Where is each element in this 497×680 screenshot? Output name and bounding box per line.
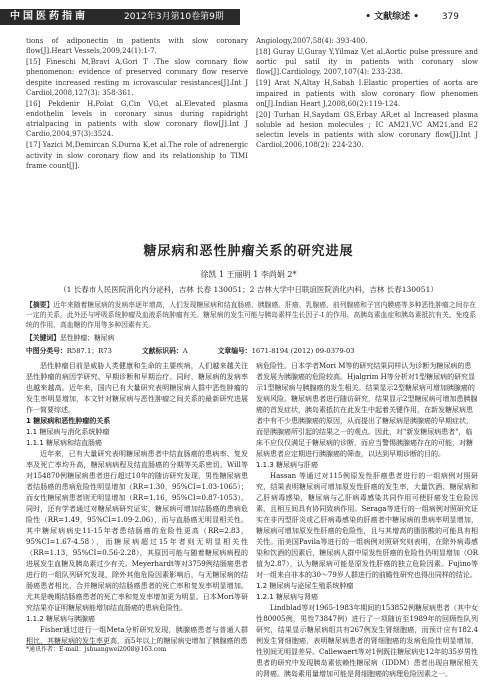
article-number: 文章编号：1671-8194 (2012) 09-0379-03: [217, 347, 355, 355]
section-heading: 1 糖尿病和恶性肿瘤的关系: [26, 417, 111, 425]
body-paragraph: Lindblad等对1965-1983年期间的153852例糖尿病患者（其中女性80005例，男性73847例）进行了一项随访至1989年的回顾性队列研究，结果显示糖尿病组共有267例发生肾细胞癌，而预计应有182.4例发生肾细胞癌，表明糖尿病患者的肾细胞癌的发病危险性明显增加，性别间无明显差异。Callewaert等对1例既往糖尿病史12年的35岁男性患者的研究中发现胰岛素依赖性糖尿病（IDDM）患者出现自糖尿相关的肾癌。胰岛素用量增加可能是肾细胞癌的病理危险因素之一。: [256, 604, 478, 678]
body-column-right: [256, 361, 478, 680]
article-title: 糖尿病和恶性肿瘤关系的研究进展: [143, 244, 354, 259]
subsection-heading: 1.2.1 糖尿病与肾癌: [256, 593, 319, 601]
body-paragraph: Fisher通过进行一组Meta分析研究发现，胰腺癌患者与普通人群相比，其糖尿病的发生率更高，而5年以上的糖尿病史增加了胰腺癌的患: [26, 626, 248, 645]
abstract-label: 【摘要】: [26, 301, 54, 309]
reference: tions of adiponectin in patients with slow coronary flow[J].Heart Vessels,2009,24(1):1-7.: [26, 37, 248, 56]
keywords-text: 恶性肿瘤；糖尿病: [59, 334, 115, 342]
keywords-label: 【关键词】: [26, 334, 60, 342]
references-left: [26, 36, 248, 172]
body-paragraph: 近年来，已有大量研究表明糖尿病患者中结直肠癌的患病率、复发率及死亡率均升高，糖尿病病程及结直肠癌的分期等关系密切。Will等对154870例糖尿病患者进行超过10年的随访研究发现，男性糖尿病患者结肠癌的患病危险性明显增加（RR=1.30，95%CI=1.03-1065）；而女性糖尿病患者则无明显增加（RR=1.16，95%CI=0.87-1053）。同时，还有学者通过对糖尿病研究证实，糖尿病可增加结肠癌的患病危险性（RR=1.49，95%CI=1.09-2.06），而与直肠癌无明显相关性。其中糖尿病病史11-15年者患结肠癌的危险性更高（RR=2.83，95%CI=1.67-4.58），而糖尿病超过15年者则无明显相关性（RR=1.13，95%CI=0.56-2.28），其原因可能与随着糖尿病病程的进展发生血糖及胰岛素过少有关。Meyerhardt等对3759例结肠癌患者进行的一组队列研究发现，除外其他危险因素影响后，与无糖尿病的结肠癌患者相比，合并糖尿病的结肠癌患者的死亡率和复发率明显增加。尤其是晚期结肠癌患者的死亡率和复发率增加更为明显。日本Mori等研究结果亦证明糖尿病能增加结直肠癌的患病危险性。: [26, 450, 248, 612]
subsection-heading: 1.1.1 糖尿病和结直肠癌: [26, 439, 103, 447]
reference: [18] Guray U,Guray Y,Yilmaz V,et al.Aortic pulse pressure and aortic pul satil ity in patients with coronary slow flow[J].Cardiology, 2007,107(4): 233-238.: [256, 48, 478, 77]
subsection-heading: 1.1 糖尿病与消化系统肿瘤: [26, 428, 110, 436]
corresponding-author-note: *通讯作者：E-mail：jshuangwei2008@163.com: [26, 646, 167, 653]
reference: [16] Pekdenir H,Polat G,Cin VG,et al.Elevated plasma endothelin levels in coronary sinus during rapidright atrialpacing in patients with slow coronary flow[J].Int J Cardio,2004,97(3):3524.: [26, 99, 248, 139]
page-number: 379: [441, 12, 459, 22]
classification-line: [26, 346, 476, 356]
footnote-rule: [26, 644, 106, 645]
reference: Angiology,2007,58(4): 393-400.: [256, 37, 368, 45]
affiliation: （1 长春市人民医院消化内分泌科，吉林 长春 130051；2 吉林大学中日联谊医院消化内科，吉林 长春130051）: [59, 285, 438, 294]
references-right: [256, 36, 478, 151]
reference: [15] Fineschi M,Bravi A,Gori T .The slow coronary flow phenomenon: evidence of preserved coronary flow reserve despite increased resting m icrovascular resistances[J].Int J Cardiol,2008,127(3): 358-361.: [26, 58, 248, 97]
body-paragraph: 恶性肿瘤目前是威胁人类健康和生命的主要疾病，人们越来越关注恶性肿瘤的病因学研究、早期诊断和早期治疗。同时，糖尿病的发病率也越来越高。近年来，国内已有大量研究表明糖尿病人群中恶性肿瘤的发生率明显增加，本文针对糖尿病与恶性肿瘤之间关系的最新研究进展作一简要综述。: [26, 362, 248, 414]
abstract: [26, 300, 476, 331]
body-paragraph: Hassan 等通过对115例原发性肝癌患者进行的一组病例对照研究，结果表明糖尿病可增加原发性肝癌的发生率，大量饮酒、糖尿病和乙肝病毒感染，糖尿病与乙肝病毒感染共同作用可使肝癌发生危险因素，且相互间具有协同致病作用。Seraga等进行的一组病例对照研究证实在非丙型肝炎或乙肝病毒感染的肝癌者中糖尿病的患病率明显增加，糖尿病可增加原发性肝癌的危险性，且与其增高的脂肪酸的可能具有相关性。而美国Pavila等进行的一组病例对照研究则表明，在除外病毒感染和饮酒的因素后，糖尿病人群中原发性肝癌的危险性仍明显增加（OR值为2.87），认为糖尿病可能是原发性肝癌的独立危险因素。Fujino等对一组来自非本的30～79岁人群进行的前瞻性研究也得出同样的结论。: [256, 472, 478, 579]
reference: [17] Yazici M,Demircan S,Durna K,et al.The role of adrenergic activity in slow coronary flow and its relationship to TIMI frame count[J].: [26, 141, 248, 170]
reference: [20] Turhan H,Saydam GS,Erbay AR,et al Increased plasma soluble ad hesion molecules ; IC AM21,VC AM21,and E2 selectin levels in patients with slow coronary flow[J].Int J Cardiol,2006,108(2): 224-230.: [256, 110, 478, 150]
journal-name: 中国医药指南: [10, 11, 88, 22]
body-column-left: [26, 361, 248, 647]
issue-date: 2012年3月第10卷第9期: [124, 12, 224, 22]
reference: [19] Arat N,Altay H,Sabah I.Elastic properties of aorta are impaired in patients with slow coronary flow phenomen on[J].Indian Heart J,2008,60(2):119-124.: [256, 79, 478, 108]
abstract-text: 近年来随着糖尿病的发病率逐年增高，人们发现糖尿病和结直肠癌、胰腺癌、肝癌、乳腺癌、前列腺癌和子宫内膜癌等多种恶性肿瘤之间存在一定的关系。此外还与呼吸系统肿瘤及血液系统肿瘤有关。糖尿病的发生可能与胰岛素样生长因子-I 的作用、高胰岛素血症和胰岛素抵抗有关。免疫系统的作用、高血糖的作用等多种因素有关。: [26, 301, 477, 330]
running-header: [0, 6, 497, 28]
author-list: 徐凯 1 王丽明 1 李尚娟 2*: [200, 270, 297, 279]
document-code: 文献标识码：A: [141, 347, 188, 355]
subsection-heading: 1.1.2 糖尿病与胰腺癌: [26, 615, 96, 623]
subsection-heading: 1.2 糖尿病与泌尿生殖系统肿瘤: [256, 582, 354, 590]
subsection-heading: 1.1.3 糖尿病与肝癌: [256, 461, 319, 469]
body-paragraph: 病危险性。日本学者Mori M等的研究结果同样认为诊断为糖尿病的患者发展为胰腺癌的危险较高。Hjalgrim H等分析对1型糖尿病的研究显示1型糖尿病与胰腺癌的发生相关。结果显示2型糖尿病可增加胰腺癌的发病风险。糖尿病患者进行随访研究，结果显示2型糖尿病可增加患胰腺癌的首发症状，胰岛素抵抗在此发生中起着关键作用，在新发糖尿病患者中有不少患胰腺癌的原因，从而提出了糖尿病是胰腺癌的早期症状，而是胰腺癌所引起的结果之一的观点。因此，对"新发糖尿病患者"，临床不应仅仅满足于糖尿病的诊断，而应当警惕胰腺癌存在的可能，对糖尿病患者应定期进行胰腺癌的筛查，以达到早期诊断的目的。: [256, 362, 478, 458]
keywords: [26, 333, 476, 343]
column-label: • 文献综述 •: [365, 12, 419, 22]
clc-number: 中图分类号：R587.1；R73: [26, 347, 112, 355]
